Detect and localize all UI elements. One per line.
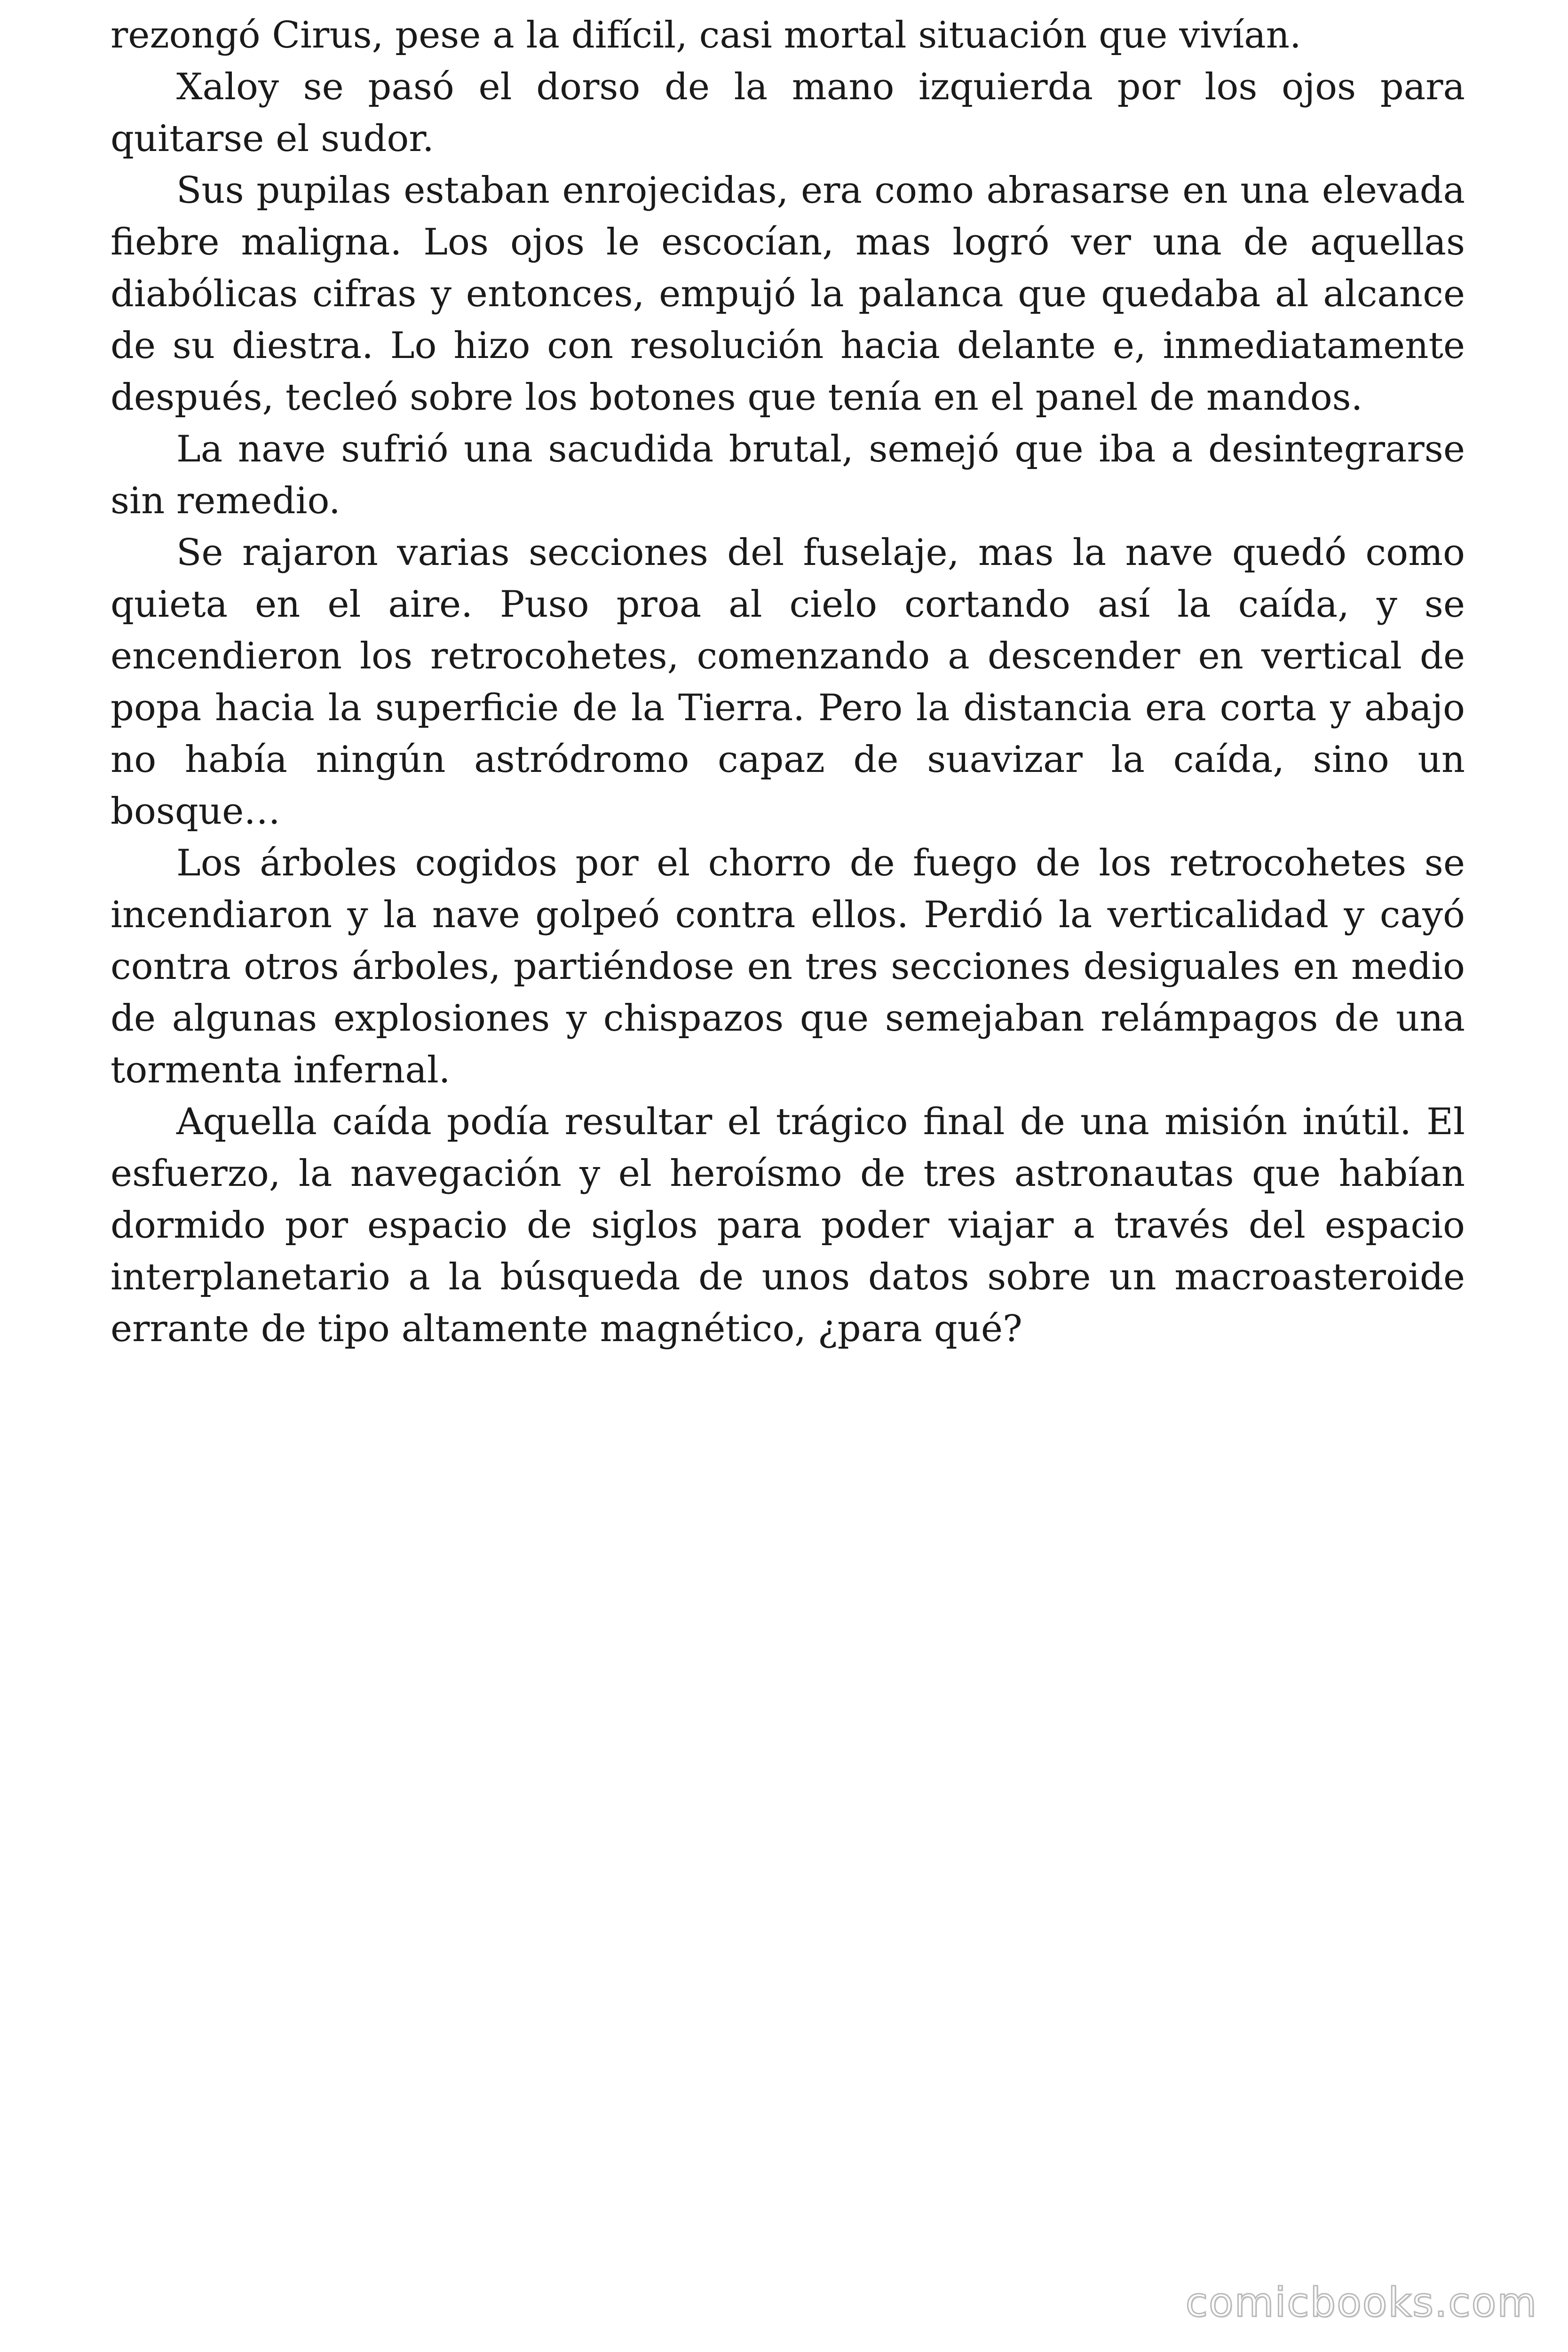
paragraph-7: Aquella caída podía resultar el trágico final de una misión inútil. El esfuerzo, la navegación y el heroísmo de tres astronautas que habían dormido por espacio de siglos para poder viajar a través del espacio interplanetario a la búsqueda de unos datos sobre un macroasteroide errante de tipo altamente magnético, ¿para qué? [111,1101,1465,1350]
watermark: comicbooks.com [1185,2279,1537,2326]
page-body [111,9,1465,1355]
paragraph-1: rezongó Cirus, pese a la difícil, casi mortal situación que vivían. [111,14,1301,56]
paragraph-2: Xaloy se pasó el dorso de la mano izquierda por los ojos para quitarse el sudor. [111,66,1465,160]
paragraph-5: Se rajaron varias secciones del fuselaje, mas la nave quedó como quieta en el aire. Puso proa al cielo cortando así la caída, y se encendieron los retrocohetes, comenzando a descender en vertical de popa hacia la superficie de la Tierra. Pero la distancia era corta y abajo no había ningún astródromo capaz de suavizar la caída, sino un bosque… [111,532,1465,833]
paragraph-3: Sus pupilas estaban enrojecidas, era como abrasarse en una elevada fiebre maligna. Los ojos le escocían, mas logró ver una de aquellas diabólicas cifras y entonces, empujó la palanca que quedaba al alcance de su diestra. Lo hizo con resolución hacia delante e, inmediatamente después, tecleó sobre los botones que tenía en el panel de mandos. [111,169,1465,419]
paragraph-6: Los árboles cogidos por el chorro de fuego de los retrocohetes se incendiaron y la nave golpeó contra ellos. Perdió la verticalidad y cayó contra otros árboles, partiéndose en tres secciones desiguales en medio de algunas explosiones y chispazos que semejaban relámpagos de una tormenta infernal. [111,842,1465,1091]
paragraph-4: La nave sufrió una sacudida brutal, semejó que iba a desintegrarse sin remedio. [111,428,1465,522]
